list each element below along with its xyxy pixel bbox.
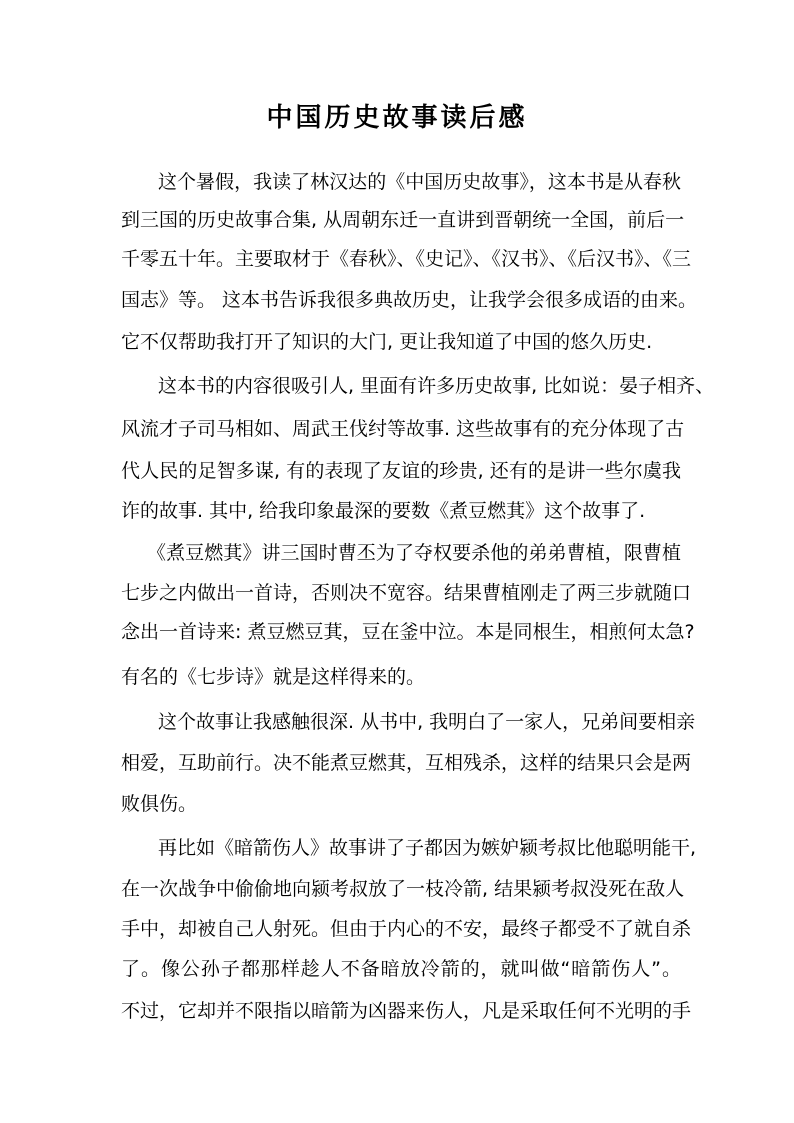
paragraph-2-line-4: 诈的故事. 其中, 给我印象最深的要数《煮豆燃萁》这个故事了. <box>121 500 646 522</box>
paragraph-3-line-3: 念出一首诗来: 煮豆燃豆萁，豆在釜中泣。本是同根生，相煎何太急? <box>121 621 695 643</box>
paragraph-3-line-2: 七步之内做出一首诗，否则决不宽容。结果曹植刚走了两三步就随口 <box>121 582 692 604</box>
paragraph-5-line-5: 不过，它却并不限指以暗箭为凶器来伤人，凡是采取任何不光明的手 <box>121 1000 692 1022</box>
paragraph-5-line-2: 在一次战争中偷偷地向颍考叔放了一枝冷箭, 结果颍考叔没死在敌人 <box>121 878 685 900</box>
paragraph-4-line-2: 相爱，互助前行。决不能煮豆燃萁，互相残杀，这样的结果只会是两 <box>121 752 692 774</box>
paragraph-5-line-4: 了。像公孙子都那样趁人不备暗放冷箭的，就叫做“暗箭伤人”。 <box>121 958 681 980</box>
paragraph-1-line-1: 这个暑假，我读了林汉达的《中国历史故事》，这本书是从春秋 <box>158 171 681 193</box>
paragraph-4-line-1: 这个故事让我感触很深. 从书中, 我明白了一家人，兄弟间要相亲 <box>158 711 696 733</box>
paragraph-1-line-4: 国志》等。 这本书告诉我很多典故历史，让我学会很多成语的由来。 <box>121 289 698 311</box>
paragraph-1-line-3: 千零五十年。主要取材于《春秋》、《史记》、《汉书》、《后汉书》、《三 <box>121 248 692 270</box>
paragraph-1-line-2: 到三国的历史故事合集, 从周朝东迁一直讲到晋朝统一全国，前后一 <box>121 209 685 231</box>
paragraph-4-line-3: 败俱伤。 <box>121 793 198 815</box>
document-title: 中国历史故事读后感 <box>266 103 528 133</box>
paragraph-3-line-4: 有名的《七步诗》就是这样得来的。 <box>121 666 426 688</box>
paragraph-5-line-3: 手中，却被自己人射死。但由于内心的不安，最终子都受不了就自杀 <box>121 918 692 940</box>
paragraph-2-line-1: 这本书的内容很吸引人, 里面有许多历史故事, 比如说：晏子相齐、 <box>158 375 715 397</box>
paragraph-1-line-5: 它不仅帮助我打开了知识的大门, 更让我知道了中国的悠久历史. <box>121 331 653 353</box>
paragraph-2-line-2: 风流才子司马相如、周武王伐纣等故事. 这些故事有的充分体现了古 <box>121 418 685 440</box>
paragraph-5-line-1: 再比如《暗箭伤人》故事讲了子都因为嫉妒颍考叔比他聪明能干, <box>158 837 697 859</box>
paragraph-3-line-1: 《煮豆燃萁》讲三国时曹丕为了夺权要杀他的弟弟曹植，限曹植 <box>147 542 681 564</box>
paragraph-2-line-3: 代人民的足智多谋, 有的表现了友谊的珍贵, 还有的是讲一些尔虞我 <box>121 460 681 482</box>
